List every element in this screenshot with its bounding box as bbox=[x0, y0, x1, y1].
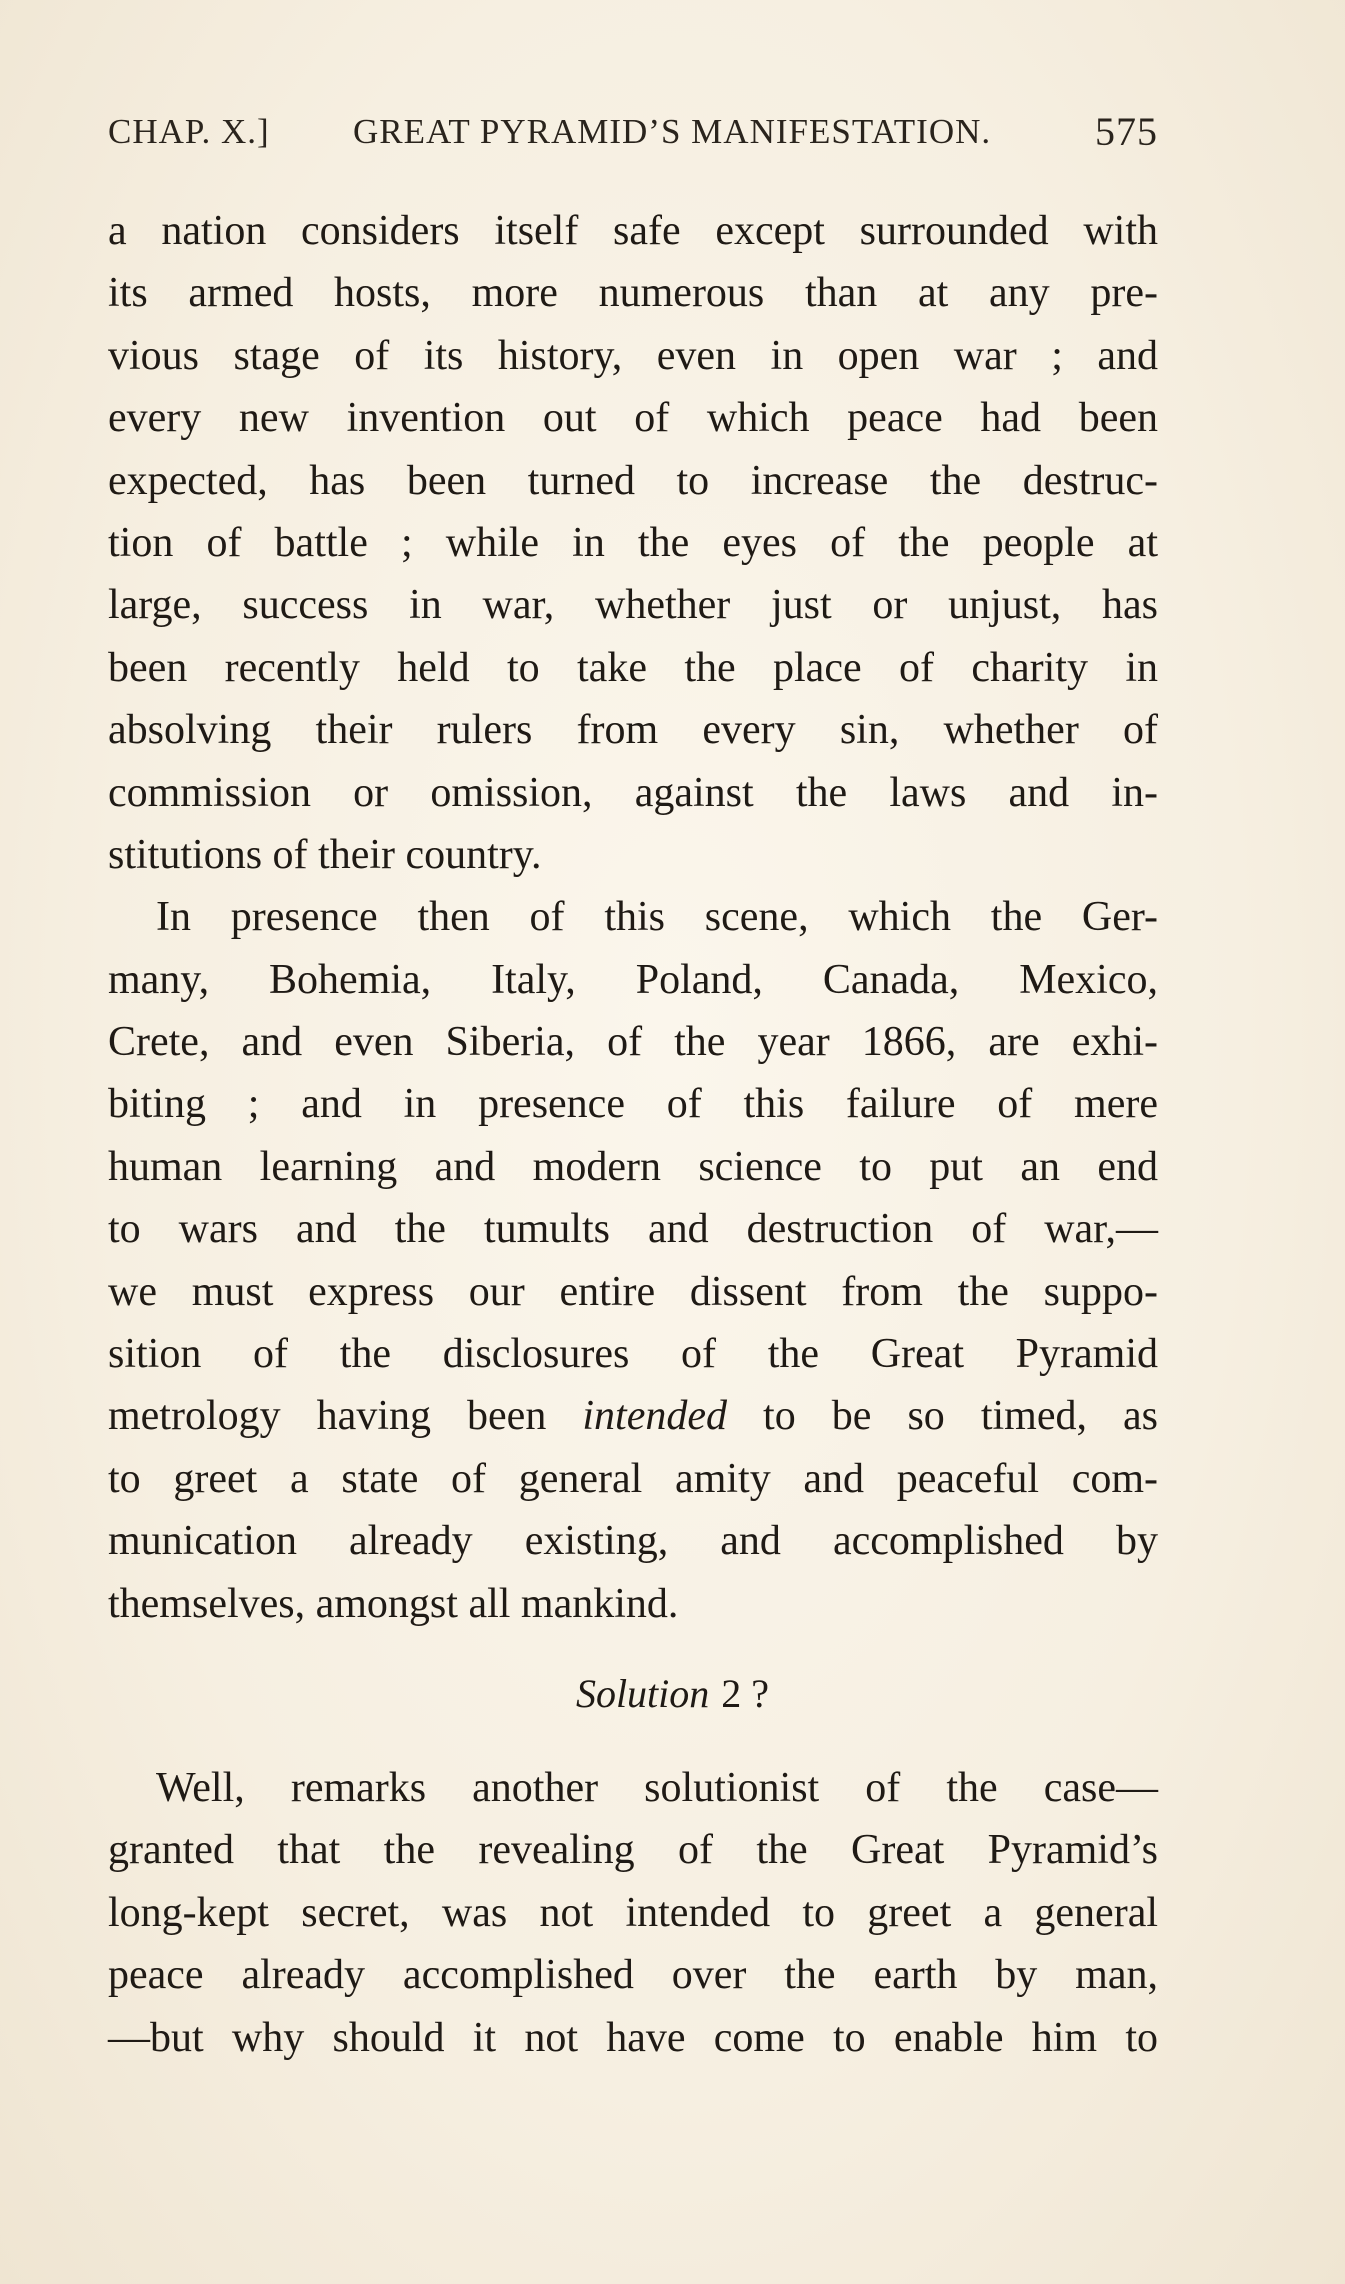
text-line: munication already existing, and accomplished by bbox=[108, 1518, 1158, 1565]
text-line: many, Bohemia, Italy, Poland, Canada, Mexico, bbox=[108, 956, 1158, 1003]
main-text-continued bbox=[108, 1757, 1158, 2069]
running-head bbox=[108, 109, 1158, 162]
main-text bbox=[108, 200, 1158, 1635]
text-line: long-kept secret, was not intended to greet a general bbox=[108, 1889, 1158, 1936]
section-heading-number: 2 ? bbox=[721, 1671, 770, 1716]
text-line: been recently held to take the place of charity in bbox=[108, 644, 1158, 691]
section-heading-label: Solution bbox=[575, 1671, 710, 1716]
text-line: granted that the revealing of the Great Pyramid’s bbox=[108, 1827, 1158, 1874]
text-line: human learning and modern science to put an end bbox=[108, 1143, 1158, 1190]
text-line: to greet a state of general amity and peaceful com- bbox=[108, 1455, 1158, 1502]
text-line: a nation considers itself safe except surrounded with bbox=[108, 208, 1158, 254]
text-line: biting ; and in presence of this failure of mere bbox=[108, 1081, 1158, 1128]
emphasized-word: intended bbox=[582, 1393, 727, 1440]
page-number: 575 bbox=[1095, 109, 1158, 154]
text-line: stitutions of their country. bbox=[108, 831, 542, 878]
text-line: peace already accomplished over the earth by man, bbox=[108, 1952, 1158, 1999]
text-line-with-emphasis bbox=[108, 1385, 1158, 1447]
text-line: we must express our entire dissent from the suppo- bbox=[108, 1268, 1158, 1315]
text-line: themselves, amongst all mankind. bbox=[108, 1580, 679, 1627]
text-fragment: metrology having been bbox=[108, 1393, 547, 1440]
text-line: to wars and the tumults and destruction of war,— bbox=[108, 1206, 1158, 1253]
text-line: its armed hosts, more numerous than at any pre- bbox=[108, 270, 1158, 317]
text-line: —but why should it not have come to enable him to bbox=[108, 2014, 1158, 2061]
text-line: expected, has been turned to increase the destruc- bbox=[108, 457, 1158, 504]
text-line: In presence then of this scene, which the Ger- bbox=[156, 894, 1158, 941]
text-line: Well, remarks another solutionist of the case— bbox=[156, 1765, 1158, 1811]
text-line: absolving their rulers from every sin, whether of bbox=[108, 707, 1158, 754]
section-heading bbox=[0, 1670, 1345, 1717]
text-line: commission or omission, against the laws and in- bbox=[108, 769, 1158, 816]
text-line: tion of battle ; while in the eyes of the people at bbox=[108, 519, 1158, 566]
text-line: vious stage of its history, even in open war ; and bbox=[108, 332, 1158, 379]
running-title: GREAT PYRAMID’S MANIFESTATION. bbox=[353, 112, 992, 151]
text-fragment: to be so timed, as bbox=[763, 1393, 1159, 1440]
text-line: sition of the disclosures of the Great Pyramid bbox=[108, 1331, 1158, 1378]
text-line: large, success in war, whether just or unjust, has bbox=[108, 582, 1158, 629]
chapter-label: CHAP. X.] bbox=[108, 112, 270, 151]
text-line: Crete, and even Siberia, of the year 1866, are exhi- bbox=[108, 1019, 1158, 1066]
text-line: every new invention out of which peace had been bbox=[108, 395, 1158, 442]
